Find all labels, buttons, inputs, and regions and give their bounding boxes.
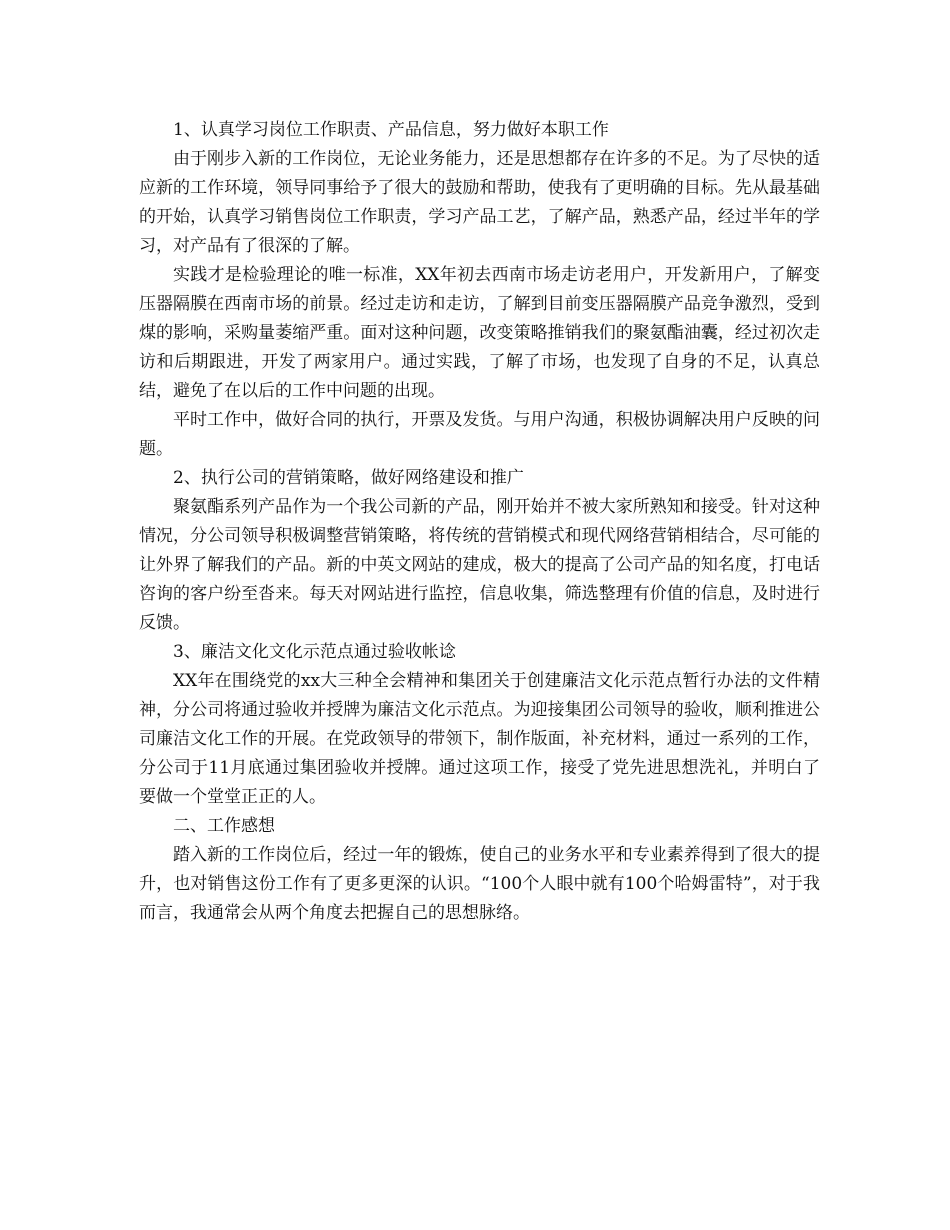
section-heading-3: 3、廉洁文化文化示范点通过验收帐谂 bbox=[173, 642, 456, 662]
section-heading-4: 二、工作感想 bbox=[173, 816, 275, 836]
paragraph-5: XX年在围绕党的xx大三种全会精神和集团关于创建廉洁文化示范点暂行办法的文件精神，分公司将通过验收并授牌为廉洁文化示范点。为迎接集团公司领导的验收，顺利推进公司廉洁文化工作的开展。在党政领导的带领下，制作版面，补充材料，通过一系列的工作，分公司于11月底通过集团验收并授牌。通过这项工作，接受了党先进思想洗礼，并明白了要做一个堂堂正正的人。 bbox=[139, 671, 820, 807]
paragraph-4: 聚氨酯系列产品作为一个我公司新的产品，刚开始并不被大家所熟知和接受。针对这种情况，分公司领导积极调整营销策略，将传统的营销模式和现代网络营销相结合，尽可能的让外界了解我们的产品。新的中英文网站的建成，极大的提高了公司产品的知名度，打电话咨询的客户纷至沓来。每天对网站进行监控，信息收集，筛选整理有价值的信息，及时进行反馈。 bbox=[139, 497, 820, 633]
paragraph-6: 踏入新的工作岗位后，经过一年的锻炼，使自己的业务水平和专业素养得到了很大的提升，也对销售这份工作有了更多更深的认识。“100个人眼中就有100个哈姆雷特”，对于我而言，我通常会从两个角度去把握自己的思想脉络。 bbox=[139, 845, 820, 923]
section-heading-1: 1、认真学习岗位工作职责、产品信息，努力做好本职工作 bbox=[173, 120, 609, 140]
paragraph-3: 平时工作中，做好合同的执行，开票及发货。与用户沟通，积极协调解决用户反映的问题。 bbox=[139, 410, 820, 459]
paragraph-2: 实践才是检验理论的唯一标准，XX年初去西南市场走访老用户，开发新用户，了解变压器隔膜在西南市场的前景。经过走访和走访，了解到目前变压器隔膜产品竞争激烈，受到煤的影响，采购量萎缩严重。面对这种问题，改变策略推销我们的聚氨酯油囊，经过初次走访和后期跟进，开发了两家用户。通过实践，了解了市场，也发现了自身的不足，认真总结，避免了在以后的工作中问题的出现。 bbox=[139, 265, 820, 401]
section-heading-2: 2、执行公司的营销策略，做好网络建设和推广 bbox=[173, 468, 524, 488]
paragraph-1: 由于刚步入新的工作岗位，无论业务能力，还是思想都存在许多的不足。为了尽快的适应新的工作环境，领导同事给予了很大的鼓励和帮助，使我有了更明确的目标。先从最基础的开始，认真学习销售岗位工作职责，学习产品工艺，了解产品，熟悉产品，经过半年的学习，对产品有了很深的了解。 bbox=[139, 149, 820, 256]
document-body bbox=[139, 116, 820, 928]
